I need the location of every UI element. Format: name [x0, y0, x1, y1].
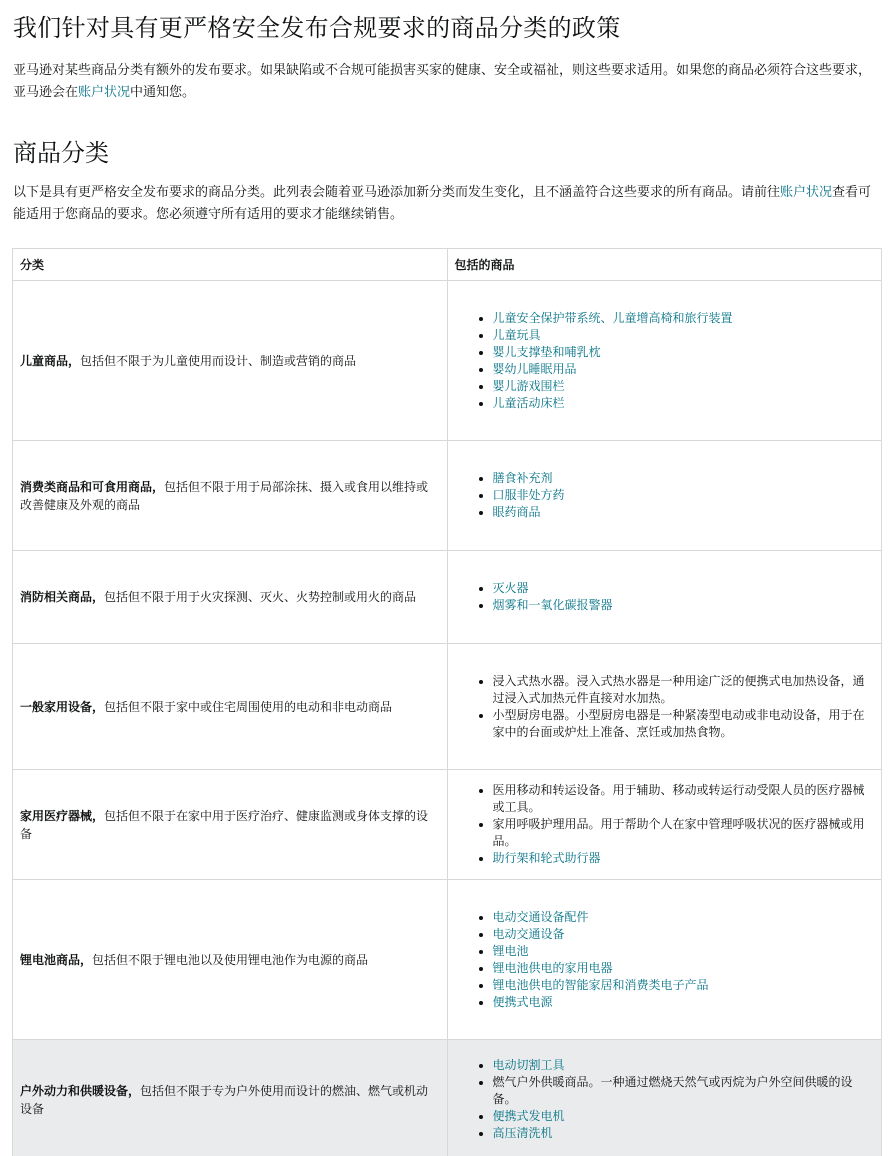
list-item: [493, 782, 875, 816]
list-item: [493, 960, 875, 977]
product-text: 小型厨房电器。小型厨房电器是一种紧凑型电动或非电动设备，用于在家中的台面或炉灶上准备、烹饪或加热食物。: [492, 707, 865, 739]
table-row: [13, 281, 882, 441]
product-link[interactable]: 烟雾和一氧化碳报警器: [492, 598, 613, 612]
product-text: 浸入式热水器。浸入式热水器是一种用途广泛的便携式电加热设备，通过浸入式加热元件直接对水加热。: [492, 673, 865, 705]
table-body: [13, 281, 882, 1156]
product-link[interactable]: 儿童活动床栏: [492, 395, 565, 410]
included-products-list: [461, 782, 875, 867]
list-item: [493, 994, 875, 1011]
included-products-list: [461, 909, 875, 1011]
category-description: 包括但不限于用于火灾探测、灭火、火势控制或用火的商品: [104, 590, 417, 604]
category-description: 包括但不限于专为户外使用而设计的燃油、燃气或机动设备: [20, 1083, 429, 1116]
list-item: [493, 344, 875, 361]
included-products-cell: [447, 281, 882, 441]
category-name: 一般家用设备，: [20, 699, 105, 714]
category-name: 消防相关商品，: [20, 590, 105, 604]
included-products-cell: [447, 551, 882, 644]
list-item: [493, 1074, 875, 1108]
list-item: [493, 310, 875, 327]
category-cell: [13, 281, 448, 441]
product-link[interactable]: 高压清洗机: [492, 1126, 553, 1140]
header-category: 分类: [13, 249, 448, 281]
included-products-cell: [447, 644, 882, 770]
list-item: [493, 361, 875, 378]
product-link[interactable]: 助行架和轮式助行器: [492, 851, 601, 865]
product-link[interactable]: 儿童安全保护带系统、儿童增高椅和旅行装置: [492, 310, 733, 325]
list-item: [493, 378, 875, 395]
category-cell: [13, 551, 448, 644]
account-health-link[interactable]: 账户状况: [78, 85, 131, 100]
list-item: [493, 597, 875, 614]
category-name: 家用医疗器械，: [20, 808, 105, 823]
included-products-cell: [447, 880, 882, 1040]
list-item: [493, 1057, 875, 1074]
list-item: [493, 977, 875, 994]
category-description: 包括但不限于锂电池以及使用锂电池作为电源的商品: [92, 952, 369, 967]
category-name: 锂电池商品，: [20, 952, 93, 967]
product-link[interactable]: 电动交通设备: [492, 926, 565, 941]
included-products-list: [461, 1057, 875, 1142]
list-item: [493, 580, 875, 597]
product-text: 医用移动和转运设备。用于辅助、移动或转运行动受限人员的医疗器械或工具。: [492, 783, 865, 814]
table-header-row: [13, 249, 882, 281]
table-row: [13, 770, 882, 880]
product-link[interactable]: 电动切割工具: [492, 1058, 565, 1072]
product-text: 燃气户外供暖商品。一种通过燃烧天然气或丙烷为户外空间供暖的设备。: [492, 1075, 853, 1106]
category-description: 包括但不限于在家中用于医疗治疗、健康监测或身体支撑的设备: [20, 808, 429, 841]
product-link[interactable]: 便携式发电机: [492, 1109, 565, 1123]
list-item: [493, 850, 875, 867]
list-item: [493, 395, 875, 412]
included-products-list: [461, 673, 875, 741]
product-link[interactable]: 口服非处方药: [492, 488, 565, 502]
table-row: [13, 644, 882, 770]
product-link[interactable]: 灭火器: [492, 581, 529, 595]
category-cell: [13, 770, 448, 880]
account-health-link-2[interactable]: 账户状况: [780, 185, 833, 200]
category-cell: [13, 880, 448, 1040]
intro-paragraph: [13, 60, 879, 104]
lead-paragraph: [13, 182, 879, 226]
table-row: [13, 441, 882, 551]
list-item: [493, 487, 875, 504]
product-text: 家用呼吸护理用品。用于帮助个人在家中管理呼吸状况的医疗器械或用品。: [492, 817, 865, 848]
category-name: 户外动力和供暖设备，: [20, 1083, 141, 1098]
list-item: [493, 926, 875, 943]
list-item: [493, 1108, 875, 1125]
table-row: [13, 551, 882, 644]
category-name: 儿童商品，: [20, 353, 81, 368]
product-link[interactable]: 眼药商品: [492, 505, 541, 519]
category-description: 包括但不限于用于局部涂抹、摄入或食用以维持或改善健康及外观的商品: [20, 479, 429, 512]
list-item: [493, 470, 875, 487]
table-row: [13, 1040, 882, 1156]
category-cell: [13, 644, 448, 770]
list-item: [493, 816, 875, 850]
included-products-cell: [447, 770, 882, 880]
lead-text-before: 以下是具有更严格安全发布要求的商品分类。此列表会随着亚马逊添加新分类而发生变化，且不涵盖符合这些要求的所有商品。请前往: [13, 185, 781, 200]
included-products-cell: [447, 1040, 882, 1156]
list-item: [493, 707, 875, 741]
intro-text-before: 亚马逊对某些商品分类有额外的发布要求。如果缺陷或不合规可能损害买家的健康、安全或福祉，则这些要求适用。如果您的商品必须符合这些要求，亚马逊会在: [13, 63, 872, 100]
section-title: 商品分类: [13, 139, 109, 167]
category-name: 消费类商品和可食用商品，: [20, 479, 165, 494]
included-products-list: [461, 310, 875, 412]
product-link[interactable]: 锂电池供电的智能家居和消费类电子产品: [492, 977, 709, 992]
included-products-list: [461, 470, 875, 521]
product-link[interactable]: 电动交通设备配件: [492, 909, 589, 924]
product-link[interactable]: 膳食补充剂: [492, 471, 553, 485]
product-link[interactable]: 婴儿支撑垫和哺乳枕: [492, 344, 601, 359]
list-item: [493, 504, 875, 521]
included-products-cell: [447, 441, 882, 551]
intro-text-after: 中通知您。: [130, 85, 196, 100]
category-cell: [13, 1040, 448, 1156]
list-item: [493, 673, 875, 707]
included-products-list: [461, 580, 875, 614]
category-description: 包括但不限于家中或住宅周围使用的电动和非电动商品: [104, 699, 393, 714]
product-link[interactable]: 婴儿游戏围栏: [492, 378, 565, 393]
category-table: [12, 248, 882, 1156]
category-description: 包括但不限于为儿童使用而设计、制造或营销的商品: [80, 353, 357, 368]
table-row: [13, 880, 882, 1040]
category-cell: [13, 441, 448, 551]
product-link[interactable]: 锂电池供电的家用电器: [492, 960, 613, 975]
header-included-products: 包括的商品: [447, 249, 882, 281]
list-item: [493, 909, 875, 926]
page-title: 我们针对具有更严格安全发布合规要求的商品分类的政策: [13, 14, 621, 42]
lead-text-after: 查看可能适用于您商品的要求。您必须遵守所有适用的要求才能继续销售。: [13, 185, 872, 222]
product-link[interactable]: 锂电池: [492, 943, 529, 958]
product-link[interactable]: 儿童玩具: [492, 327, 541, 342]
product-link[interactable]: 婴幼儿睡眠用品: [492, 361, 577, 376]
list-item: [493, 943, 875, 960]
list-item: [493, 1125, 875, 1142]
product-link[interactable]: 便携式电源: [492, 994, 553, 1009]
list-item: [493, 327, 875, 344]
